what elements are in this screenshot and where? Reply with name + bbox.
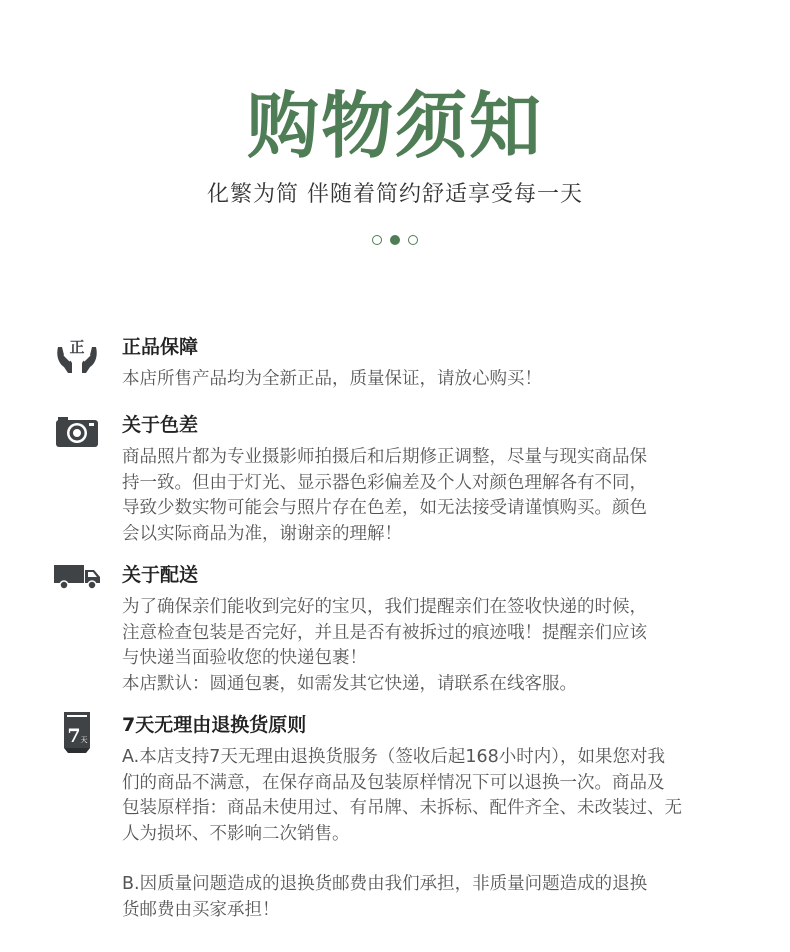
section-line: 会以实际商品为准，谢谢亲的理解！ bbox=[122, 523, 402, 544]
pager-dots bbox=[0, 235, 790, 245]
section-line: 人为损坏、不影响二次销售。 bbox=[122, 823, 350, 844]
section-line: 们的商品不满意，在保存商品及包装原样情况下可以退换一次。商品及 bbox=[122, 772, 665, 793]
section-line: 本店默认：圆通包裹，如需发其它快递，请联系在线客服。 bbox=[122, 673, 577, 694]
section-title: 7天无理由退换货原则 bbox=[122, 714, 307, 736]
icon-char: 7 bbox=[67, 725, 81, 747]
delivery-truck-icon bbox=[52, 561, 102, 605]
pager-dot[interactable] bbox=[372, 235, 382, 245]
section-title: 关于配送 bbox=[122, 564, 199, 586]
section-title: 正品保障 bbox=[122, 336, 199, 358]
section-line: 本店所售产品均为全新正品，质量保证，请放心购买！ bbox=[122, 369, 542, 389]
section-line: 货邮费由买家承担！ bbox=[122, 899, 280, 920]
section-line: B.因质量问题造成的退换货邮费由我们承担，非质量问题造成的退换 bbox=[122, 874, 648, 894]
page-subtitle: 化繁为简 伴随着简约舒适享受每一天 bbox=[207, 182, 583, 207]
seven-day-return-icon bbox=[52, 711, 102, 755]
section-line: 商品照片都为专业摄影师拍摄后和后期修正调整，尽量与现实商品保 bbox=[122, 447, 647, 467]
camera-icon bbox=[52, 411, 102, 455]
section-line: A.本店支持7天无理由退换货服务（签收后起168小时内），如果您对我 bbox=[122, 747, 666, 767]
section-line: 持一致。但由于灯光、显示器色彩偏差及个人对颜色理解各有不同， bbox=[122, 472, 647, 493]
hands-genuine-icon bbox=[52, 333, 102, 377]
icon-subchar: 天 bbox=[80, 736, 88, 744]
page-title: 购物须知 bbox=[246, 84, 543, 168]
paragraph-gap bbox=[122, 847, 732, 872]
section-line: 包装原样指：商品未使用过、有吊牌、未拆标、配件齐全、未改装过、无 bbox=[122, 798, 682, 818]
pager-dot-active[interactable] bbox=[390, 235, 400, 245]
section-line: 为了确保亲们能收到完好的宝贝，我们提醒亲们在签收快递的时候， bbox=[122, 597, 647, 617]
pager-dot[interactable] bbox=[408, 235, 418, 245]
icon-char: 正 bbox=[69, 338, 85, 356]
section-title: 关于色差 bbox=[122, 414, 199, 436]
section-line: 导致少数实物可能会与照片存在色差，如无法接受请谨慎购买。颜色 bbox=[122, 498, 647, 518]
section-line: 注意检查包装是否完好，并且是否有被拆过的痕迹哦！提醒亲们应该 bbox=[122, 622, 647, 643]
section-line: 与快递当面验收您的快递包裹！ bbox=[122, 648, 367, 668]
